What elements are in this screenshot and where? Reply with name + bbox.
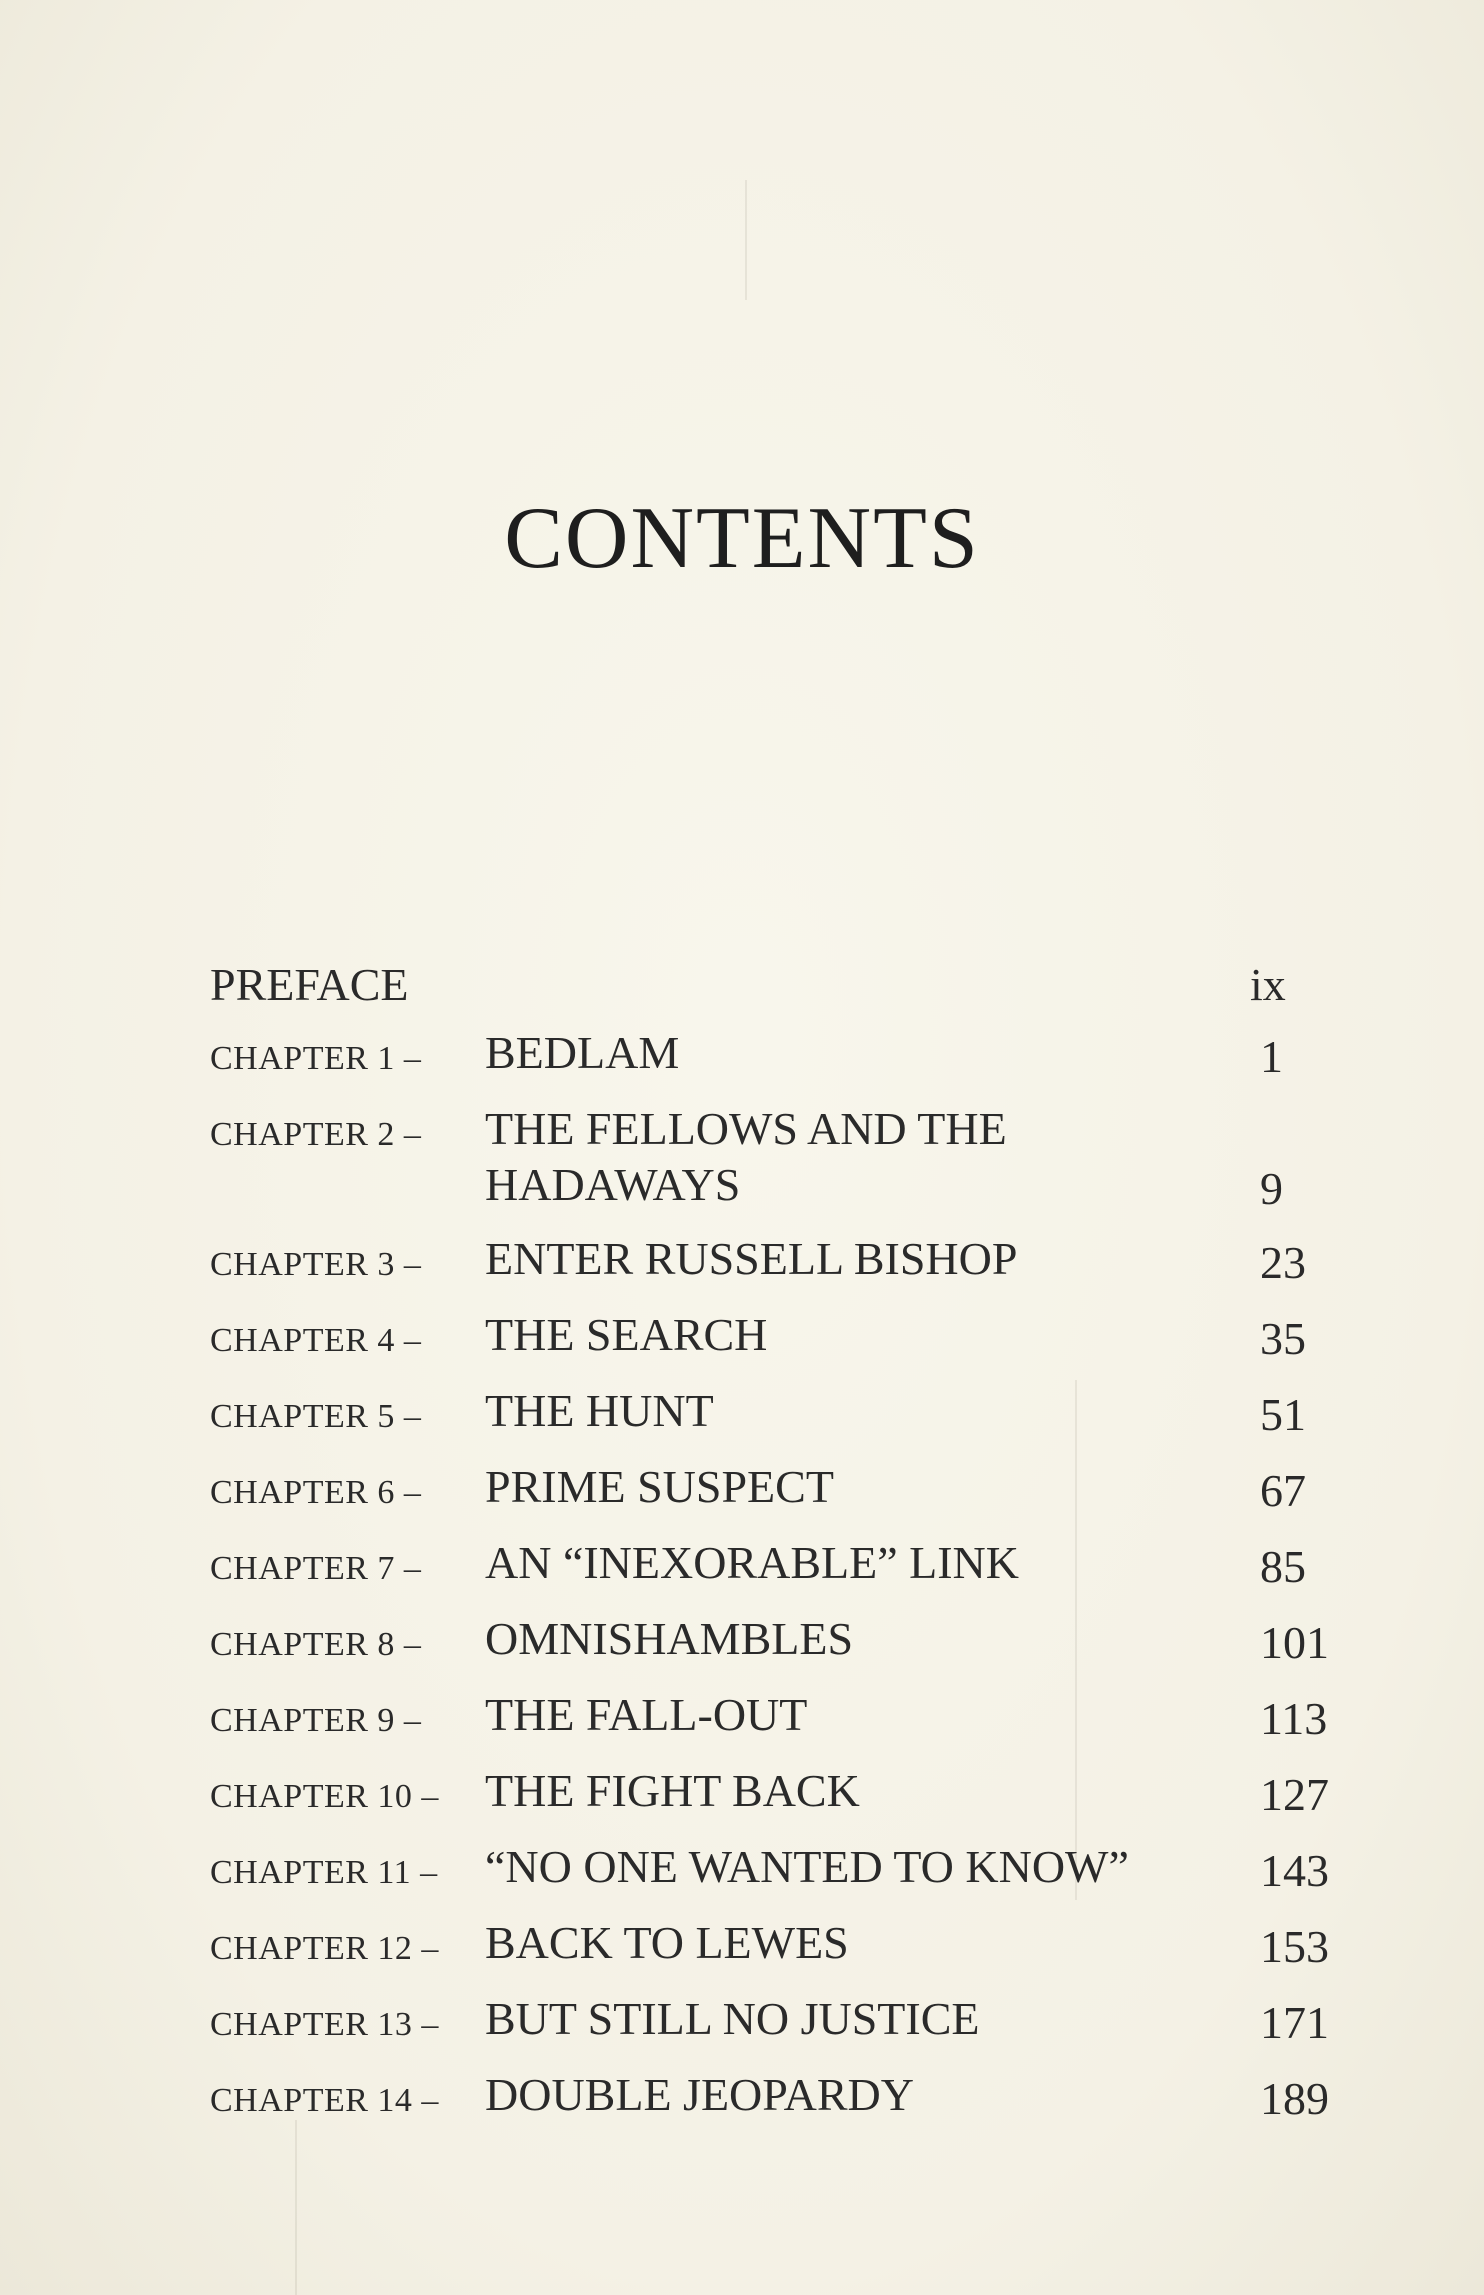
chapter-label: CHAPTER 11 –	[210, 1854, 438, 1891]
chapter-label: CHAPTER 14 –	[210, 2082, 439, 2119]
chapter-label: CHAPTER 2 –	[210, 1116, 422, 1153]
chapter-title: THE FELLOWS AND THE	[485, 1103, 1007, 1154]
chapter-label: CHAPTER 5 –	[210, 1398, 422, 1435]
page-number: ix	[1250, 959, 1286, 1010]
chapter-title: BACK TO LEWES	[485, 1917, 849, 1968]
chapter-title: DOUBLE JEOPARDY	[485, 2069, 914, 2120]
chapter-title: BUT STILL NO JUSTICE	[485, 1993, 980, 2044]
chapter-title: THE HUNT	[485, 1385, 714, 1436]
page-number: 153	[1260, 1921, 1329, 1972]
chapter-title: BEDLAM	[485, 1027, 680, 1078]
page-number: 67	[1260, 1465, 1306, 1516]
page-number: 127	[1260, 1769, 1329, 1820]
paper-crease	[295, 2120, 297, 2295]
page-number: 35	[1260, 1313, 1306, 1364]
page-number: 171	[1260, 1997, 1329, 2048]
chapter-title: THE SEARCH	[485, 1309, 768, 1360]
chapter-title: THE FIGHT BACK	[485, 1765, 860, 1816]
chapter-title: THE FALL-OUT	[485, 1689, 808, 1740]
chapter-label: CHAPTER 6 –	[210, 1474, 422, 1511]
chapter-label: CHAPTER 1 –	[210, 1040, 422, 1077]
page-number: 143	[1260, 1845, 1329, 1896]
chapter-label: CHAPTER 9 –	[210, 1702, 422, 1739]
chapter-title: “NO ONE WANTED TO KNOW”	[485, 1841, 1129, 1892]
page-number: 51	[1260, 1389, 1306, 1440]
page-number: 1	[1260, 1031, 1283, 1082]
page-number: 101	[1260, 1617, 1329, 1668]
page-number: 9	[1260, 1163, 1283, 1214]
chapter-title: PRIME SUSPECT	[485, 1461, 834, 1512]
page-number: 85	[1260, 1541, 1306, 1592]
paper-crease	[745, 180, 747, 300]
page-title: CONTENTS	[504, 490, 980, 587]
page-number: 189	[1260, 2073, 1329, 2124]
page-number: 113	[1260, 1693, 1328, 1744]
chapter-title: AN “INEXORABLE” LINK	[485, 1537, 1019, 1588]
chapter-label: CHAPTER 3 –	[210, 1246, 422, 1283]
chapter-title: OMNISHAMBLES	[485, 1613, 854, 1664]
chapter-label: CHAPTER 10 –	[210, 1778, 439, 1815]
chapter-label: CHAPTER 13 –	[210, 2006, 439, 2043]
chapter-title: ENTER RUSSELL BISHOP	[485, 1233, 1018, 1284]
chapter-label: CHAPTER 4 –	[210, 1322, 422, 1359]
chapter-title-continued: HADAWAYS	[485, 1159, 741, 1210]
chapter-label: CHAPTER 7 –	[210, 1550, 422, 1587]
preface-label: PREFACE	[210, 959, 409, 1010]
paper-crease	[1075, 1380, 1077, 1900]
chapter-label: CHAPTER 12 –	[210, 1930, 439, 1967]
page-number: 23	[1260, 1237, 1306, 1288]
chapter-label: CHAPTER 8 –	[210, 1626, 422, 1663]
